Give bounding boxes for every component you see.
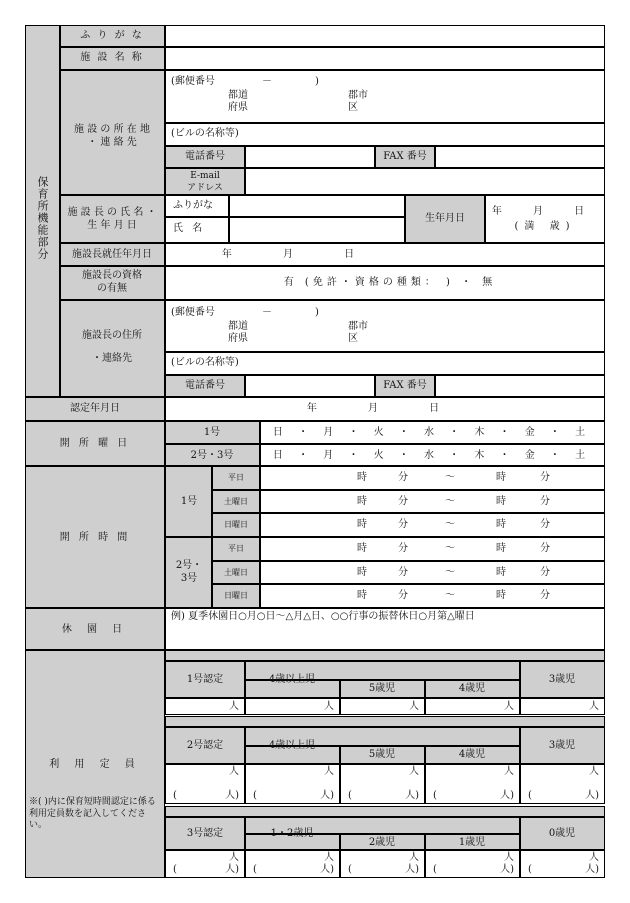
open-hours-day-label: 平日 [228,544,244,553]
facility-name-label: 施 設 名 称 [80,52,144,63]
capacity-note: ※( )内に保育短時間認定に係る利用定員数を記入してください。 [29,797,156,831]
capacity-unit: 人 [504,700,514,712]
capacity-paren-open: ( [348,790,352,801]
capacity-paren-close: 人) [405,864,419,875]
appointed-label: 施設長就任年月日 [72,249,152,260]
director-postal-suffix: ) [315,307,319,318]
hour-unit: 時 [496,543,506,554]
hour-unit: 時 [357,495,367,507]
minute-unit: 分 [540,543,550,554]
capacity-unit: 人 [324,700,334,712]
capacity-paren-close: 人) [585,790,599,801]
open-days-days: 日 ・ 月 ・ 火 ・ 水 ・ 木 ・ 金 ・ 土 [272,427,592,438]
minute-unit: 分 [398,590,408,602]
capacity-paren-close: 人) [500,864,514,875]
minute-unit: 分 [398,495,408,507]
open-hours-day-label: 日曜日 [224,591,248,601]
qualification-label-line2: の有無 [97,283,127,294]
capacity-band [165,716,605,727]
director-pref-line2: 府県 [228,333,248,344]
furigana-input[interactable] [165,25,605,47]
open-hours-type-line1: 1号 [180,496,198,507]
postal-suffix: ) [315,76,319,87]
email-label-line2: アドレス [187,183,223,193]
tilde: ～ [445,543,455,554]
capacity-paren-close: 人) [225,864,239,875]
hour-unit: 時 [357,566,367,578]
open-days-type: 2号・3号 [190,449,234,461]
hour-unit: 時 [496,495,506,507]
city-line2: 区 [348,102,358,113]
postal-prefix: (郵便番号 [171,76,215,87]
email-label-line1: E-mail [190,171,220,181]
capacity-unit: 人 [504,766,514,777]
capacity-paren-open: ( [173,864,177,875]
open-hours-time-input[interactable] [260,466,605,490]
capacity-unit: 人 [589,852,599,863]
building-label: (ビルの名称等) [171,128,239,139]
director-city-line1: 郡市 [348,321,368,332]
minute-unit: 分 [540,590,550,602]
capacity-col-header: 4歳児 [458,682,486,694]
open-hours-time-input[interactable] [260,490,605,514]
capacity-paren-close: 人) [585,864,599,875]
capacity-paren-close: 人) [225,790,239,801]
director-fax-input[interactable] [435,375,605,397]
tilde: ～ [445,566,455,578]
pref-line1: 都道 [228,90,248,101]
capacity-block-label: 3号認定 [186,827,224,839]
capacity-paren-close: 人) [405,790,419,801]
location-label-line1: 施 設 の 所 在 地 [74,124,150,135]
director-divider [228,195,230,243]
capacity-col-header: 1・2歳児 [270,827,314,839]
fax-label: FAX 番号 [383,151,427,162]
minute-unit: 分 [540,566,550,578]
director-building-label: (ビルの名称等) [171,357,239,368]
age-text: (満 歳) [514,221,576,232]
hour-unit: 時 [357,543,367,554]
hour-unit: 時 [496,472,506,483]
capacity-unit: 人 [409,852,419,863]
tilde: ～ [445,495,455,507]
hour-unit: 時 [357,519,367,531]
minute-unit: 分 [540,495,550,507]
birth-input[interactable] [485,195,605,243]
capacity-paren-open: ( [253,864,257,875]
certification-label: 認定年月日 [70,403,120,414]
postal-dash: － [262,76,272,87]
holidays-label: 休 園 日 [61,624,129,635]
furigana-label: ふ り が な [80,30,144,41]
tilde: ～ [445,472,455,483]
capacity-unit: 人 [409,700,419,712]
capacity-col-header: 4歳児 [458,748,486,760]
capacity-band [165,806,605,817]
pref-line2: 府県 [228,102,248,113]
director-label-line1: 施 設 長 の 氏 名 ・ [67,207,157,218]
qualification-label-line1: 施設長の資格 [82,270,142,281]
capacity-unit: 人 [324,852,334,863]
capacity-paren-open: ( [528,864,532,875]
capacity-paren-open: ( [173,790,177,801]
capacity-paren-open: ( [433,790,437,801]
capacity-unit: 人 [324,766,334,777]
director-phone-label: 電話番号 [185,380,225,391]
certification-ymd: 年 月 日 [306,403,464,414]
qualification-value: 有 (免許・資格の種類： ) ・ 無 [283,277,497,288]
open-hours-time-input[interactable] [260,537,605,561]
minute-unit: 分 [398,566,408,578]
open-hours-day-label: 土曜日 [224,567,248,577]
capacity-top-band [165,650,605,661]
capacity-col-header: 5歳児 [368,682,396,694]
open-hours-type-line2: 3号 [180,573,198,584]
capacity-block-label: 2号認定 [186,739,224,751]
director-pref-line1: 都道 [228,321,248,332]
capacity-paren-close: 人) [320,790,334,801]
facility-name-input[interactable] [165,47,605,70]
hour-unit: 時 [357,590,367,602]
tilde: ～ [445,590,455,602]
director-address-label-line1: 施設長の住所 [82,330,142,341]
birth-label: 生年月日 [425,213,465,224]
open-days-label: 開 所 曜 日 [59,438,131,449]
open-hours-label: 開 所 時 間 [59,532,131,543]
minute-unit: 分 [540,519,550,531]
phone-input[interactable] [245,146,375,168]
open-hours-time-input[interactable] [260,561,605,585]
hour-unit: 時 [496,519,506,531]
open-days-days: 日 ・ 月 ・ 火 ・ 水 ・ 木 ・ 金 ・ 土 [272,449,592,461]
birth-ymd: 年 月 日 [491,206,599,217]
minute-unit: 分 [398,519,408,531]
capacity-col-header: 4歳以上児 [268,739,316,751]
capacity-paren-open: ( [348,864,352,875]
hour-unit: 時 [496,566,506,578]
capacity-col-header: 5歳児 [368,748,396,760]
capacity-col-header: 3歳児 [548,739,576,751]
open-hours-day-label: 平日 [228,473,244,482]
capacity-unit: 人 [589,700,599,712]
minute-unit: 分 [398,472,408,483]
capacity-label: 利 用 定 員 [49,759,141,770]
capacity-unit: 人 [229,766,239,777]
director-postal-prefix: (郵便番号 [171,307,215,318]
director-city-line2: 区 [348,333,358,344]
open-hours-type-line1: 2号・ [175,560,203,571]
hour-unit: 時 [357,472,367,483]
capacity-unit: 人 [229,852,239,863]
appointed-ymd: 年 月 日 [221,249,379,260]
section-label: 保育所機能部分 [36,176,49,260]
capacity-col-header: 1歳児 [458,836,486,848]
director-address-label-cell [60,300,165,397]
capacity-paren-open: ( [528,790,532,801]
email-input[interactable] [245,168,605,195]
director-fax-label: FAX 番号 [383,380,427,391]
capacity-paren-open: ( [253,790,257,801]
capacity-unit: 人 [409,766,419,777]
capacity-paren-close: 人) [320,864,334,875]
location-label-line2: ・ 連 絡 先 [87,137,137,148]
minute-unit: 分 [540,472,550,483]
capacity-unit: 人 [229,700,239,712]
capacity-col-header: 3歳児 [548,673,576,685]
open-hours-day-label: 日曜日 [224,520,248,530]
capacity-paren-close: 人) [500,790,514,801]
open-hours-time-input[interactable] [260,584,605,608]
capacity-unit: 人 [504,852,514,863]
open-days-type: 1号 [203,427,221,438]
tilde: ～ [445,519,455,531]
fax-input[interactable] [435,146,605,168]
director-phone-input[interactable] [245,375,375,397]
phone-label: 電話番号 [185,151,225,162]
director-postal-dash: － [262,307,272,318]
capacity-paren-open: ( [433,864,437,875]
director-furigana-label: ふりがな [173,200,213,211]
open-hours-day-label: 土曜日 [224,496,248,506]
capacity-block-label: 1号認定 [186,673,224,685]
capacity-col-header: 2歳児 [368,836,396,848]
capacity-col-header: 4歳以上児 [268,673,316,685]
city-line1: 郡市 [348,90,368,101]
director-label-line2: 生 年 月 日 [87,220,137,231]
open-hours-time-input[interactable] [260,513,605,537]
director-name-label: 氏 名 [173,223,206,234]
capacity-unit: 人 [589,766,599,777]
capacity-col-header: 0歳児 [548,827,576,839]
holidays-example: 例) 夏季休園日○月○日～△月△日、○○行事の振替休日○月第△曜日 [171,611,475,622]
director-address-label-line2: ・連絡先 [92,353,132,364]
hour-unit: 時 [496,590,506,602]
minute-unit: 分 [398,543,408,554]
director-label-cell [60,195,165,243]
